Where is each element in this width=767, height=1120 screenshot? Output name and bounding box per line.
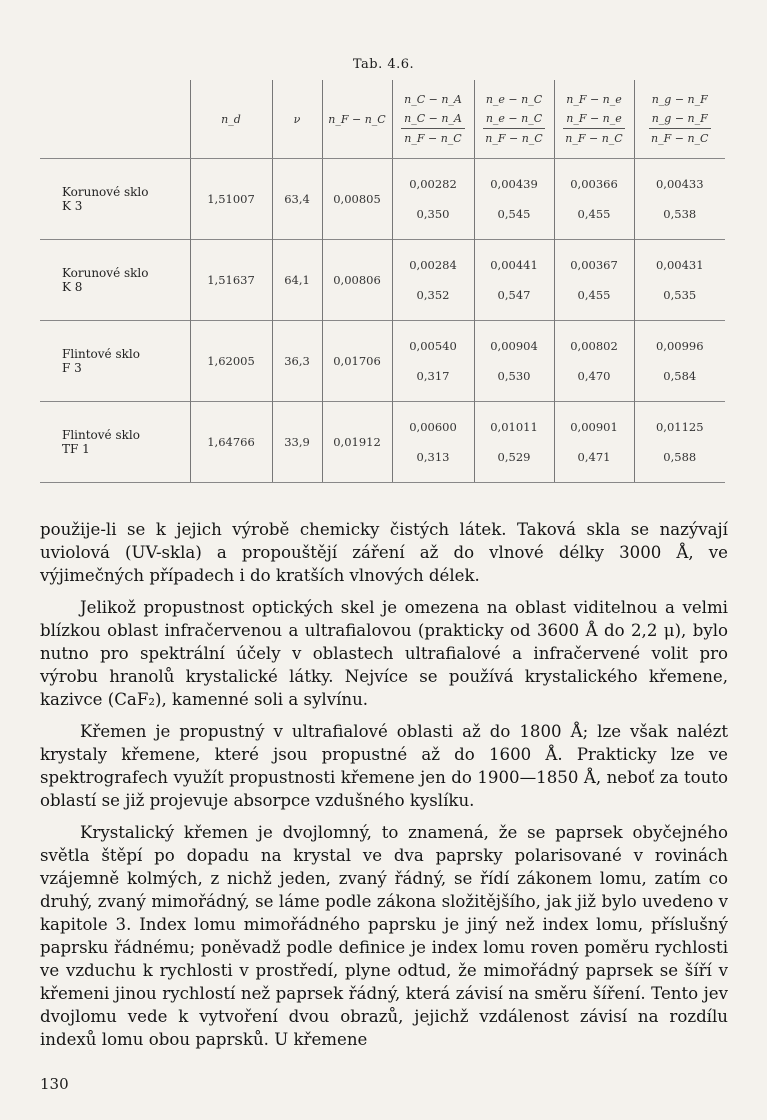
header-v: ν [272,80,322,159]
cell-ratio-2: 0,01011 0,529 [474,402,554,483]
page-number: 130 [40,1075,69,1093]
table-row [40,240,725,321]
cell-nd: 1,62005 [190,321,272,402]
table-row [40,402,725,483]
cell-ratio-3: 0,00367 0,455 [554,240,634,321]
glass-name: Flintové sklo F 3 [40,321,190,402]
cell-nd: 1,51007 [190,159,272,240]
glass-name: Korunové sklo K 8 [40,240,190,321]
cell-ratio-3: 0,00901 0,471 [554,402,634,483]
header-diff: n_F − n_C [322,80,392,159]
table-header-row [40,80,725,159]
glass-properties-table [40,80,725,483]
cell-ratio-2: 0,00904 0,530 [474,321,554,402]
cell-ratio-4: 0,00996 0,584 [634,321,725,402]
header-nd: n_d [190,80,272,159]
cell-v: 63,4 [272,159,322,240]
paragraph-2: Jelikož propustnost optických skel je omezena na oblast viditelnou a velmi blízkou oblast infračervenou a ultrafialovou (prakticky od 3600 Å do 2,2 μ), bylo nutno pro spektrální účely v oblastech ultrafialové a infračervené volit pro výrobu hranolů krystalické látky. Nejvíce se používá krystalického křemene, kazivce (CaF₂), kamenné soli a sylvínu. [40,598,728,709]
body-text [40,518,728,1051]
cell-ratio-1: 0,00282 0,350 [392,159,474,240]
table-row [40,321,725,402]
glass-name: Korunové sklo K 3 [40,159,190,240]
cell-ratio-2: 0,00439 0,545 [474,159,554,240]
cell-diff: 0,01706 [322,321,392,402]
paragraph-1: použije-li se k jejich výrobě chemicky čistých látek. Taková skla se nazývají uviolová (UV-skla) a propouštějí záření až do vlnové délky 3000 Å, ve výjimečných případech i do kratších vlnových délek. [40,520,728,585]
glass-name: Flintové sklo TF 1 [40,402,190,483]
cell-ratio-4: 0,01125 0,588 [634,402,725,483]
header-ratio-3: n_F − n_e n_F − n_e n_F − n_C [554,80,634,159]
header-ratio-2: n_e − n_C n_e − n_C n_F − n_C [474,80,554,159]
cell-ratio-3: 0,00802 0,470 [554,321,634,402]
cell-ratio-4: 0,00431 0,535 [634,240,725,321]
cell-ratio-1: 0,00284 0,352 [392,240,474,321]
header-ratio-1: n_C − n_A n_C − n_A n_F − n_C [392,80,474,159]
table-caption: Tab. 4.6. [352,57,415,72]
cell-diff: 0,00805 [322,159,392,240]
table-row [40,159,725,240]
cell-diff: 0,01912 [322,402,392,483]
cell-v: 36,3 [272,321,322,402]
header-empty [40,80,190,159]
cell-v: 33,9 [272,402,322,483]
cell-ratio-1: 0,00540 0,317 [392,321,474,402]
cell-nd: 1,51637 [190,240,272,321]
cell-ratio-2: 0,00441 0,547 [474,240,554,321]
cell-nd: 1,64766 [190,402,272,483]
cell-diff: 0,00806 [322,240,392,321]
header-ratio-4: n_g − n_F n_g − n_F n_F − n_C [634,80,725,159]
cell-ratio-4: 0,00433 0,538 [634,159,725,240]
cell-v: 64,1 [272,240,322,321]
paragraph-4: Krystalický křemen je dvojlomný, to znamená, že se paprsek obyčejného světla štěpí po dopadu na krystal ve dva paprsky polarisované v rovinách vzájemně kolmých, z nichž jeden, zvaný řádný, se řídí zákonem lomu, zatím co druhý, zvaný mimořádný, se láme podle zákona složitějšího, jak již bylo uvedeno v kapitole 3. Index lomu mimořádného paprsku je jiný než index lomu, příslušný paprsku řádnému; poněvadž podle definice je index lomu roven poměru rychlosti ve vzduchu k rychlosti v prostředí, plyne odtud, že mimořádný paprsek se šíří v křemeni jinou rychlostí než paprsek řádný, která závisí na směru šíření. Tento jev dvojlomu vede k vytvoření dvou obrazů, jejichž vzdálenost závisí na rozdílu indexů lomu obou paprsků. U křemene [40,823,728,1049]
cell-ratio-3: 0,00366 0,455 [554,159,634,240]
cell-ratio-1: 0,00600 0,313 [392,402,474,483]
paragraph-3: Křemen je propustný v ultrafialové oblasti až do 1800 Å; lze však nalézt krystaly křemene, které jsou propustné až do 1600 Å. Prakticky lze ve spektrografech využít propustnosti křemene jen do 1900—1850 Å, neboť za touto oblastí se již projevuje absorpce vzdušného kyslíku. [40,722,728,810]
